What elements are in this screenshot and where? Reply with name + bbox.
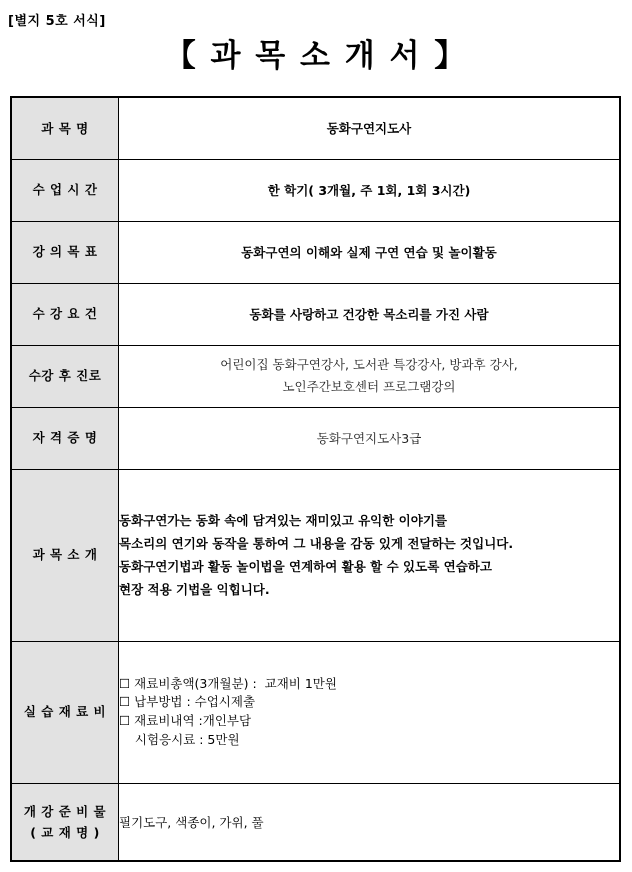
material-fee-line: ☐ 재료비내역 :개인부담 — [119, 713, 252, 728]
row-course-intro — [11, 469, 620, 641]
material-fee-line: 시험응시료 : 5만원 — [119, 731, 240, 747]
value-requirements: 동화를 사랑하고 건강한 목소리를 가진 사람 — [119, 283, 621, 345]
label-objective: 강 의 목 표 — [11, 221, 119, 283]
row-supplies — [11, 783, 620, 861]
row-course-name — [11, 97, 620, 159]
row-requirements — [11, 283, 620, 345]
value-supplies: 필기도구, 색종이, 가위, 풀 — [119, 783, 621, 861]
intro-line: 목소리의 연기와 동작을 통하여 그 내용을 감동 있게 전달하는 것입니다. — [119, 535, 514, 551]
value-material-fee — [119, 641, 621, 783]
material-fee-line: ☐ 납부방법 : 수업시제출 — [119, 694, 256, 710]
value-career-path — [119, 345, 621, 407]
label-requirements: 수 강 요 건 — [11, 283, 119, 345]
document-title: 【 과 목 소 개 서 】 — [164, 38, 468, 74]
row-objective — [11, 221, 620, 283]
intro-line: 동화구연가는 동화 속에 담겨있는 재미있고 유익한 이야기를 — [119, 512, 447, 528]
course-info-table — [10, 96, 621, 862]
row-class-hours — [11, 159, 620, 221]
label-course-intro: 과 목 소 개 — [11, 469, 119, 641]
value-class-hours: 한 학기( 3개월, 주 1회, 1회 3시간) — [119, 159, 621, 221]
value-objective: 동화구연의 이해와 실제 구연 연습 및 놀이활동 — [119, 221, 621, 283]
material-fee-line: ☐ 재료비총액(3개월분) : 교재비 1만원 — [119, 675, 337, 691]
value-certificate: 동화구연지도사3급 — [119, 407, 621, 469]
label-class-hours: 수 업 시 간 — [11, 159, 119, 221]
row-career-path — [11, 345, 620, 407]
intro-line: 현장 적용 기법을 익힙니다. — [119, 582, 270, 598]
value-course-intro — [119, 469, 621, 641]
form-number-label: [별지 5호 서식] — [8, 14, 106, 29]
label-supplies: 개 강 준 비 물 ( 교 재 명 ) — [11, 783, 119, 861]
label-course-name: 과 목 명 — [11, 97, 119, 159]
row-material-fee — [11, 641, 620, 783]
label-material-fee: 실 습 재 료 비 — [11, 641, 119, 783]
row-certificate — [11, 407, 620, 469]
intro-line: 동화구연기법과 활동 놀이법을 연계하여 활용 할 수 있도록 연습하고 — [119, 559, 492, 574]
career-path-line: 어린이집 동화구연강사, 도서관 특강강사, 방과후 강사, — [220, 357, 518, 373]
career-path-line: 노인주간보호센터 프로그램강의 — [282, 379, 456, 394]
label-certificate: 자 격 증 명 — [11, 407, 119, 469]
label-career-path: 수강 후 진로 — [11, 345, 119, 407]
value-course-name: 동화구연지도사 — [119, 97, 621, 159]
